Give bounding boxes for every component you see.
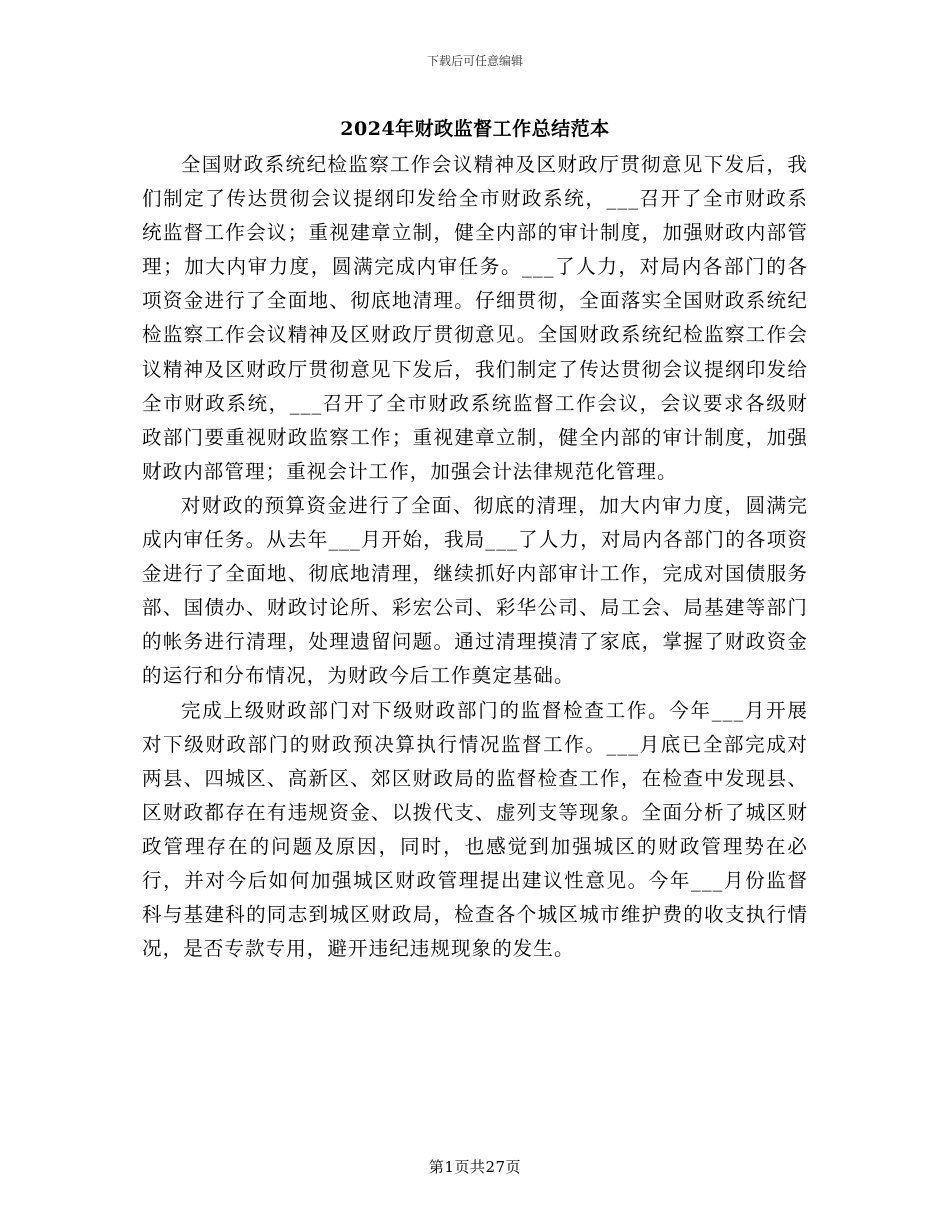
paragraph-3: 完成上级财政部门对下级财政部门的监督检查工作。今年___月开展对下级财政部门的财政预决算执行情况监督工作。___月底已全部完成对两县、四城区、高新区、郊区财政局的监督检查工作，在检查中发现县、区财政都存在有违规资金、以拨代支、虚列支等现象。全面分析了城区财政管理存在的问题及原因，同时，也感觉到加强城区的财政管理势在必行，并对今后如何加强城区财政管理提出建议性意见。今年___月份监督科与基建科的同志到城区财政局，检查各个城区城市维护费的收支执行情况，是否专款专用，避开违纪违规现象的发生。 <box>142 698 808 961</box>
document-body <box>142 148 808 966</box>
paragraph-2: 对财政的预算资金进行了全面、彻底的清理，加大内审力度，圆满完成内审任务。从去年___月开始，我局___了人力，对局内各部门的各项资金进行了全面地、彻底地清理，继续抓好内部审计工作，完成对国债服务部、国债办、财政讨论所、彩宏公司、彩华公司、局工会、局基建等部门的帐务进行清理，处理遗留问题。通过清理摸清了家底，掌握了财政资金的运行和分布情况，为财政今后工作奠定基础。 <box>142 493 808 688</box>
document-title: 2024年财政监督工作总结范本 <box>340 118 610 140</box>
page-number-footer: 第1页共27页 <box>428 1158 522 1176</box>
paragraph-1: 全国财政系统纪检监察工作会议精神及区财政厅贯彻意见下发后，我们制定了传达贯彻会议提纲印发给全市财政系统，___召开了全市财政系统监督工作会议；重视建章立制，健全内部的审计制度，加强财政内部管理；加大内审力度，圆满完成内审任务。___了人力，对局内各部门的各项资金进行了全面地、彻底地清理。仔细贯彻，全面落实全国财政系统纪检监察工作会议精神及区财政厅贯彻意见。全国财政系统纪检监察工作会议精神及区财政厅贯彻意见下发后，我们制定了传达贯彻会议提纲印发给全市财政系统，___召开了全市财政系统监督工作会议，会议要求各级财政部门要重视财政监察工作；重视建章立制，健全内部的审计制度，加强财政内部管理；重视会计工作，加强会计法律规范化管理。 <box>142 153 808 483</box>
header-note: 下载后可任意编辑 <box>426 54 523 68</box>
